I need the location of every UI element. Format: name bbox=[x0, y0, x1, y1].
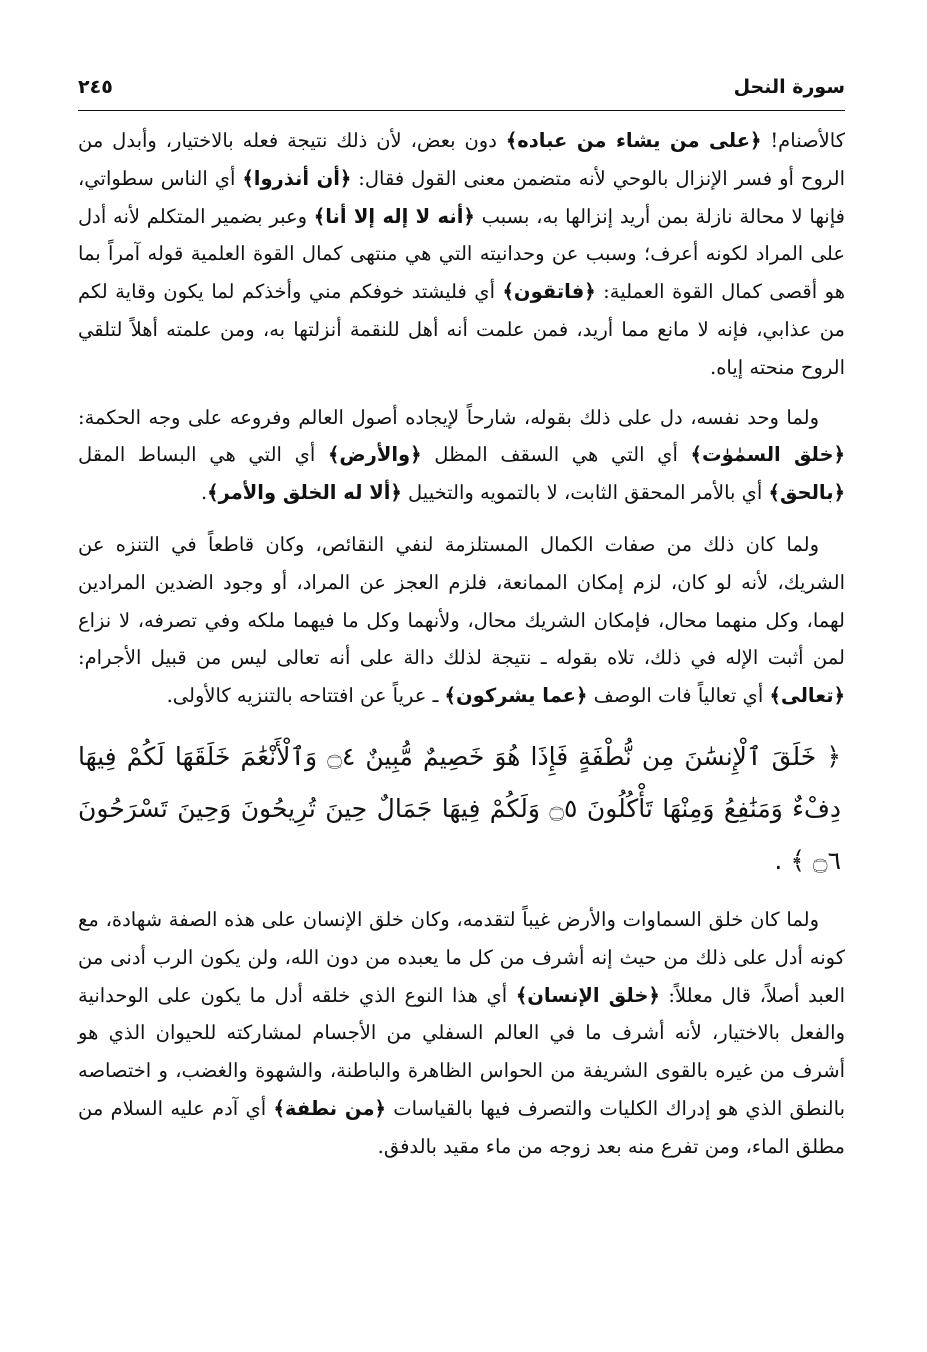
paragraph-4 bbox=[78, 901, 845, 1166]
quran-quote: ﴿تعالى﴾ bbox=[769, 684, 845, 708]
quran-quote: ﴿بالحق﴾ bbox=[768, 481, 845, 505]
quran-quote: ﴿خلق السمٰوٰت﴾ bbox=[690, 443, 845, 467]
quran-quote: ﴿ألا له الخلق والأمر﴾ bbox=[207, 481, 402, 505]
header-rule bbox=[78, 110, 845, 111]
text-run: وعبر بضمير المتكلم لأنه أدل على المراد لكونه أعرف؛ وسبب عن وحدانيته التي هي منتهى كمال القوة العلمية قوله آمراً بما هو أقصى كمال القوة العملية: bbox=[78, 204, 845, 304]
text-run: أي هذا النوع الذي خلقه أدل ما يكون على الوحدانية والفعل بالاختيار، لأنه أشرف ما في العالم السفلي من الأجسام لمشاركته للحيوان الذي هو أشرف من غيره بالقوى الشريفة من الحواس الظاهرة والباطنة، والشهوة والغضب، و اختصاصه بالنطق الذي هو إدراك الكليات والتصرف فيها بالقياسات bbox=[78, 983, 845, 1120]
quran-quote: ﴿على من يشاء من عباده﴾ bbox=[505, 129, 762, 152]
paragraph-3 bbox=[78, 526, 845, 715]
quran-quote: ﴿أن أنذروا﴾ bbox=[242, 166, 352, 190]
surah-title: سورة النحل bbox=[733, 76, 845, 98]
text-run: ولما كان ذلك من صفات الكمال المستلزمة لنفي النقائص، وكان قاطعاً في التنزه عن الشريك، لأنه لو كان، لزم إمكان الممانعة، فلزم العجز عن المراد، أو وجود الضدين المرادين لهما، وكل منهما محال، فإمكان الشريك محال، ولأنهما وكل ما فيهما ملكه وفي تصرفه، لا نزاع لمن أثبت الإله في ذلك، تلاه بقوله ـ نتيجة لذلك دالة على أنه تعالى ليس من قبيل الأجرام: bbox=[78, 532, 845, 670]
text-run: أي آدم عليه السلام من مطلق الماء، ومن تفرع منه بعد زوجه من ماء مقيد بالدفق. bbox=[78, 1096, 845, 1158]
text-run: أي التي هي السقف المظل bbox=[421, 443, 691, 467]
paragraph-2 bbox=[78, 399, 845, 512]
text-run: . bbox=[200, 481, 208, 505]
text-run: ولما وحد نفسه، دل على ذلك بقوله، شارحاً لإيجاده أصول العالم وفروعه على وجه الحكمة: bbox=[78, 405, 819, 429]
text-run: أي تعالياً فات الوصف bbox=[587, 684, 770, 708]
text-run: ـ عرياً عن افتتاحه بالتنزيه كالأولى. bbox=[166, 684, 445, 708]
text-run: أي الناس سطواتي، فإنها لا محالة نازلة بمن أريد إنزالها به، بسبب bbox=[78, 166, 845, 228]
text-run: أي بالأمر المحقق الثابت، لا بالتمويه والتخييل bbox=[401, 481, 769, 505]
page-number: ٢٤٥ bbox=[78, 76, 113, 98]
text-run: أي التي هي البساط المقل bbox=[78, 443, 328, 467]
quran-quote: ﴿عما يشركون﴾ bbox=[444, 684, 588, 708]
text-run: دون بعض، لأن ذلك نتيجة فعله بالاختيار، وأبدل من الروح أو فسر الإنزال بالوحي لأنه متضمن معنى القول فقال: bbox=[78, 129, 845, 190]
quran-quote: ﴿فاتقون﴾ bbox=[502, 280, 596, 304]
quran-quote: ﴿خلق الإنسان﴾ bbox=[515, 983, 660, 1007]
paragraph-1 bbox=[78, 122, 845, 387]
quran-quote: ﴿من نطفة﴾ bbox=[273, 1096, 386, 1120]
quran-quote: ﴿والأرض﴾ bbox=[327, 443, 422, 467]
page-body bbox=[78, 122, 845, 1166]
text-run: ولما كان خلق السماوات والأرض غيباً لتقدمه، وكان خلق الإنسان على هذه الصفة شهادة، مع كونه أدل على ذلك من حيث إنه أشرف من كل ما يعبده من دون الله، ولن يكون الرب أدنى من العبد أصلاً، قال معللاً: bbox=[78, 907, 845, 1007]
page-header bbox=[78, 70, 845, 106]
quran-quote: ﴿أنه لا إله إلا أنا﴾ bbox=[313, 204, 475, 228]
text-run: كالأصنام! bbox=[761, 129, 845, 152]
text-run: أي فليشتد خوفكم مني وأخذكم لما يكون وقاية لكم من عذابي، فإنه لا مانع مما أريد، فمن علمت أنه أهل للنقمة أنزلتها به، ومن علمته أهلاً لتلقي الروح منحته إياه. bbox=[78, 280, 845, 379]
quran-verse-block: ﴿ خَلَقَ ٱلْإِنسَٰنَ مِن نُّطْفَةٍ فَإِذَا هُوَ خَصِيمٌ مُّبِينٌ ۝٤ وَٱلْأَنْعَٰمَ خَلَقَهَا لَكُمْ فِيهَا دِفْءٌ وَمَنَٰفِعُ وَمِنْهَا تَأْكُلُونَ ۝٥ وَلَكُمْ فِيهَا جَمَالٌ حِينَ تُرِيحُونَ وَحِينَ تَسْرَحُونَ ۝٦ ﴾ . bbox=[78, 741, 841, 875]
